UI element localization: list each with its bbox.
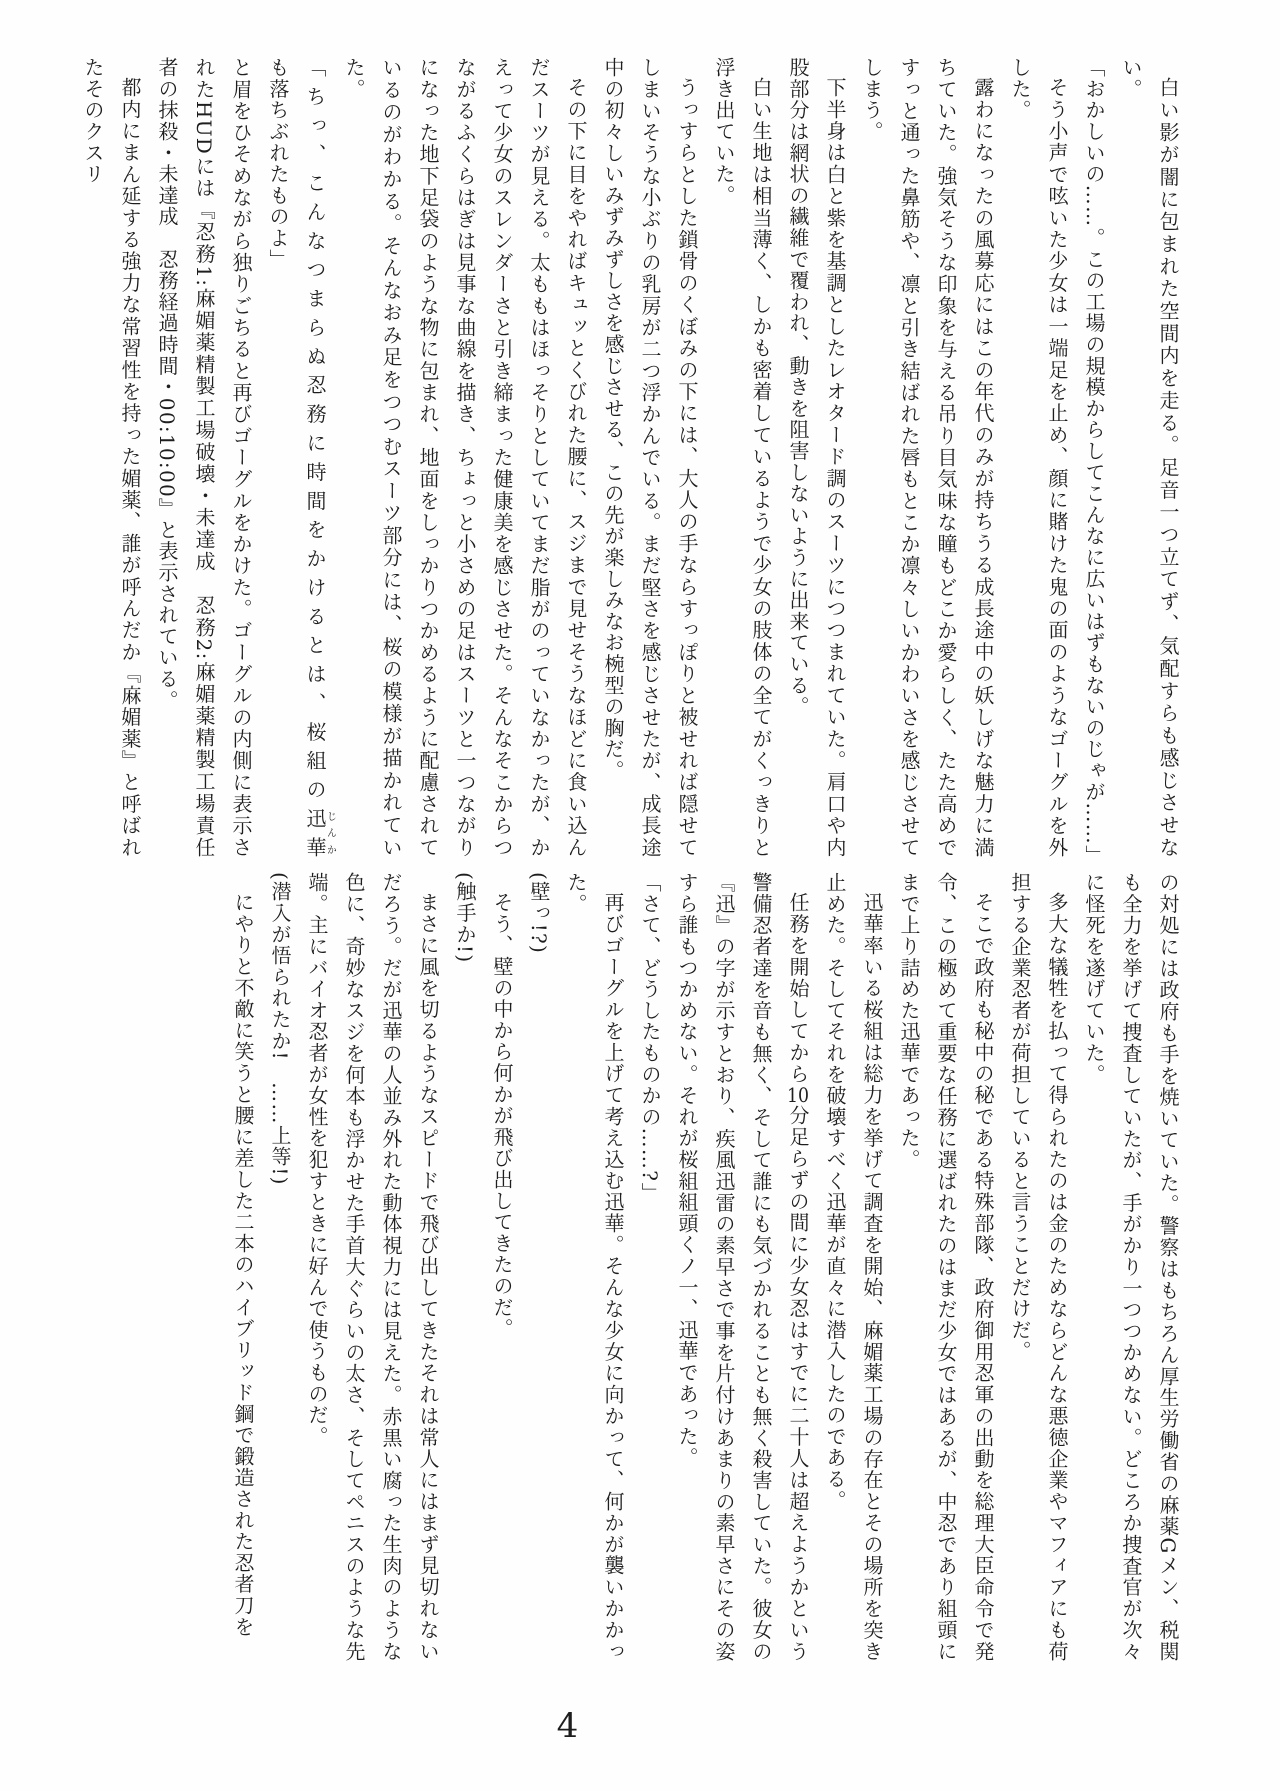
paragraph: 任務を開始してから10分足らずの間に少女忍はすでに二十人は超えようかという警備忍者達を音も無く、そして誰にも気づかれることも無く殺害していた。彼女の『迅』の字が示すとおり、疾風迅雷の素早さで事を片付けあまりの素早さにその姿すら誰もつかめない。それが桜組組頭くノ一、迅華であった。 [675, 872, 810, 1662]
page-number: 4 [556, 1706, 579, 1746]
paragraph: 「おかしいの……。この工場の規模からしてこんなに広いはずもないのじゃが……」 [1082, 57, 1106, 867]
paragraph: (壁っ!?) [527, 872, 551, 955]
paragraph: そう、壁の中から何かが飛び出してきたのだ。 [490, 892, 514, 1340]
paragraph: まさに風を切るようなスピードで飛び出してきたそれは常人にはまず見切れないだろう。だが迅華の人並み外れた動体視力には見えた。赤黒い腐った生肉のような色に、奇妙なスジを何本も浮かせた手首大ぐらいの太さ、そしてペニスのような先端。主にバイオ忍者が女性を犯すときに好んで使うものだ。 [305, 872, 440, 1662]
paragraph: 露わになったの風募応にはこの年代のみが持ちうる成長途中の妖しげな魅力に満ちていた。強気そうな印象を与える吊り目気味な瞳もどこか愛らしく、たた高めですっと通った鼻筋や、凛と引き結ばれた唇もとこか凛々しいかわいさを感じさせてしまう。 [860, 57, 995, 858]
paragraph: 多大な犠牲を払って得られたのは金のためならどんな悪徳企業やマフィアにも荷担する企業忍者が荷担していると言うことだけだ。 [1008, 872, 1069, 1662]
paragraph: そこで政府も秘中の秘である特殊部隊、政府御用忍軍の出動を総理大臣命令で発令、この極めて重要な任務に選ばれたのはまだ少女ではあるが、中忍であり組頭にまで上り詰めた迅華であった。 [897, 872, 995, 1662]
paragraph: そう小声で呟いた少女は一端足を止め、顔に賭けた鬼の面のようなゴーグルを外した。 [1008, 57, 1069, 858]
paragraph: と眉をひそめながら独りごちると再びゴーグルをかけた。ゴーグルの内側に表示されたHUDには『忍務1:麻媚薬精製工場破壊・未達成 忍務2:麻媚薬精製工場責任者の抹殺・未達成 忍務経過時間・00:10:00』と表示されている。 [155, 57, 253, 858]
paragraph: その下に目をやればキュッとくびれた腰に、スジまで見せそうなほどに食い込んだスーツが見える。太ももはほっそりとしていてまだ脂がのっていなかったが、かえって少女のスレンダーさと引き締まった健康美を感じさせた。そんなそこからつながるふくらはぎは見事な曲線を描き、ちょっと小さめの足はスーツと一つながりになった地下足袋のような物に包まれ、地面をしっかりつかめるように配慮されているのがわかる。そんなおみ足をつつむスーツ部分には、桜の模様が描かれていた。 [342, 57, 588, 858]
paragraph: 下半身は白と紫を基調としたレオタード調のスーツにつつまれていた。肩口や内股部分は網状の繊維で覆われ、動きを阻害しないように出来ている。 [786, 57, 847, 858]
paragraph: 白い影が闇に包まれた空間内を走る。足音一つ立てず、気配すらも感じさせない。 [1119, 57, 1180, 858]
text-band-top [81, 57, 1186, 867]
paragraph: (潜入が悟られたか! ……上等!) [268, 872, 292, 1186]
paragraph: 迅華率いる桜組は総力を挙げて調査を開始、麻媚薬工場の存在とその場所を突き止めた。そしてそれを破壊すべく迅華が直々に潜入したのである。 [823, 872, 884, 1662]
text-band-bottom [224, 872, 1186, 1662]
paragraph: 再びゴーグルを上げて考え込む迅華。そんな少女に向かって、何かが襲いかかった。 [564, 872, 625, 1662]
paragraph: うっすらとした鎖骨のくぼみの下には、大人の手ならすっぽりと被せれば隠せてしまいそうな小ぶりの乳房が二つ浮かんでいる。まだ堅さを感じさせたが、成長途中の初々しいみずみずしさを感じさせる、この先が楽しみなお椀型の胸だ。 [601, 57, 699, 858]
paragraph: にやりと不敵に笑うと腰に差した二本のハイブリッド鋼で鍛造された忍者刀を [231, 892, 255, 1638]
paragraph: 都内にまん延する強力な常習性を持った媚薬、誰が呼んだか『麻媚薬』と呼ばれたそのクスリ [81, 57, 142, 858]
paragraph: 白い生地は相当薄く、しかも密着しているようで少女の肢体の全てがくっきりと浮き出ていた。 [712, 57, 773, 858]
paragraph: 「ちっ、こんなつまらぬ忍務に時間をかけるとは、桜組の迅華じんかも落ちぶれたものよ」 [266, 57, 336, 858]
paragraph: の対処には政府も手を焼いていた。警察はもちろん厚生労働省の麻薬Gメン、税関も全力を挙げて捜査していたが、手がかり一つつかめない。どころか捜査官が次々に怪死を遂げていた。 [1082, 872, 1180, 1662]
paragraph: 「さて、どうしたものかの……?」 [638, 872, 662, 1204]
paragraph: (触手か!) [453, 872, 477, 964]
